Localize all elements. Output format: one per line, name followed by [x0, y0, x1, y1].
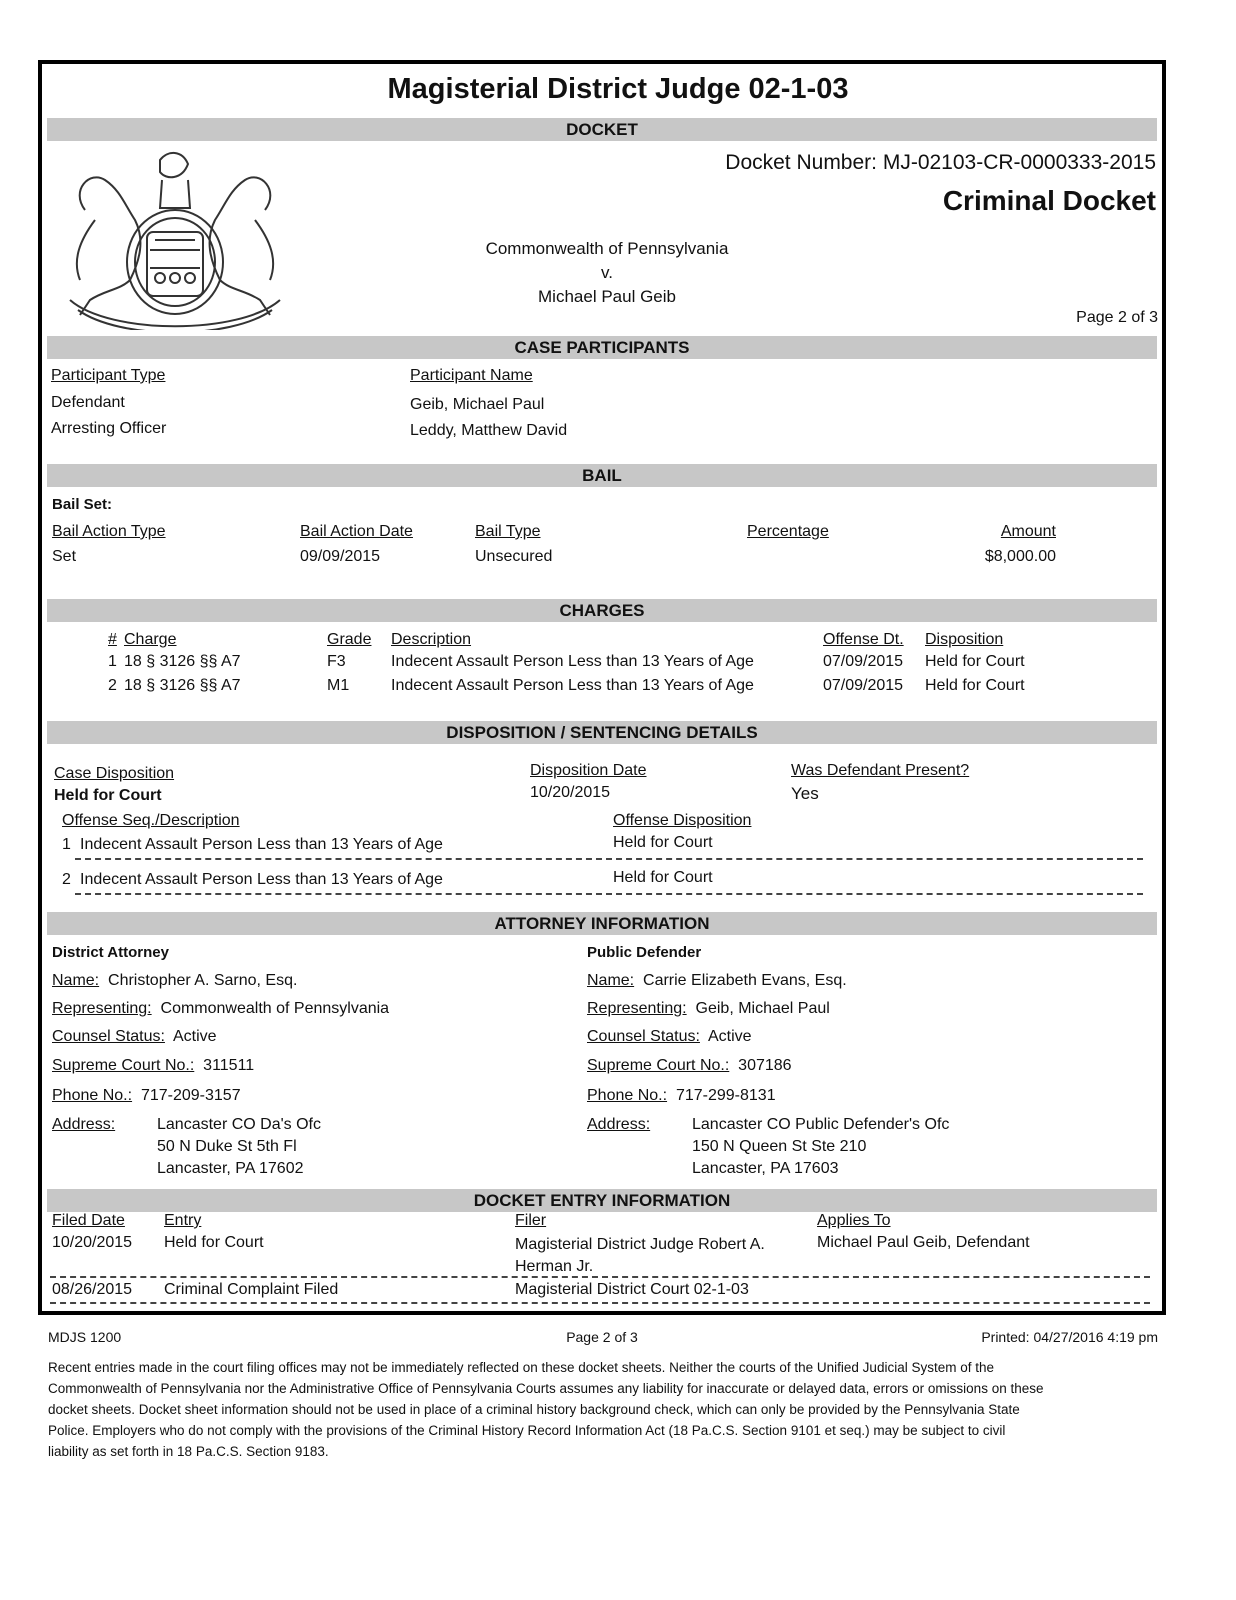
page-title: Magisterial District Judge 02-1-03 [387, 73, 849, 105]
charge-num-header: # [108, 631, 117, 648]
filed-date-header: Filed Date [52, 1212, 125, 1229]
entry-header: Entry [164, 1212, 202, 1229]
offense-disposition-header: Offense Disposition [613, 812, 752, 829]
applies-to-header: Applies To [817, 1212, 891, 1229]
da-address-line: 50 N Duke St 5th Fl [157, 1138, 297, 1155]
representing-label: Representing: [52, 1000, 152, 1017]
pd-status: Active [707, 1028, 752, 1045]
participant-type-header: Participant Type [51, 367, 166, 384]
participant-name-header: Participant Name [410, 367, 533, 384]
representing-label: Representing: [587, 1000, 687, 1017]
entry-applies-to: Michael Paul Geib, Defendant [817, 1234, 1030, 1251]
caption-defendant: Michael Paul Geib [538, 287, 676, 306]
counsel-status-label: Counsel Status: [52, 1028, 165, 1045]
da-phone: 717-209-3157 [140, 1087, 241, 1104]
da-supreme-row [52, 1057, 254, 1075]
docket-type: Criminal Docket [942, 185, 1156, 216]
docket-bar: DOCKET [47, 118, 1157, 141]
case-participants-bar: CASE PARTICIPANTS [47, 336, 1157, 359]
da-name: Christopher A. Sarno, Esq. [108, 972, 298, 989]
disposition-date-header: Disposition Date [530, 762, 647, 779]
participant-name: Geib, Michael Paul [410, 396, 545, 413]
entry-name: Criminal Complaint Filed [164, 1281, 339, 1298]
charge-offense-date: 07/09/2015 [823, 677, 904, 694]
caption-v: v. [601, 263, 613, 282]
bail-set-label: Bail Set: [52, 496, 113, 513]
pd-representing-row [587, 1000, 830, 1018]
description-header: Description [391, 631, 472, 648]
supreme-court-label: Supreme Court No.: [587, 1057, 730, 1074]
entry-name: Held for Court [164, 1234, 264, 1251]
row-separator [50, 1276, 1150, 1278]
participant-type: Arresting Officer [51, 420, 167, 437]
pd-representing: Geib, Michael Paul [695, 1000, 830, 1017]
attorney-bar: ATTORNEY INFORMATION [47, 912, 1157, 935]
da-heading: District Attorney [52, 944, 169, 961]
pd-address-line: 150 N Queen St Ste 210 [692, 1138, 867, 1155]
offense-description: Indecent Assault Person Less than 13 Years of Age [80, 836, 443, 853]
da-status-row [52, 1028, 217, 1046]
participant-type: Defendant [51, 394, 125, 411]
entry-filer: Magisterial District Court 02-1-03 [515, 1281, 749, 1298]
defendant-present: Yes [791, 784, 819, 803]
offense-disposition: Held for Court [613, 834, 713, 851]
pd-heading: Public Defender [587, 944, 702, 961]
page-number: Page 2 of 3 [1076, 309, 1158, 326]
docket-entry-bar: DOCKET ENTRY INFORMATION [47, 1189, 1157, 1212]
docket-number: Docket Number: MJ-02103-CR-0000333-2015 [725, 151, 1156, 174]
charge-statute: 18 § 3126 §§ A7 [124, 677, 241, 694]
offense-description: Indecent Assault Person Less than 13 Years of Age [80, 871, 443, 888]
phone-label: Phone No.: [52, 1087, 133, 1104]
bail-amount-header: Amount [1000, 523, 1056, 540]
bail-action-date: 09/09/2015 [300, 548, 381, 565]
participant-name: Leddy, Matthew David [410, 422, 568, 439]
bail-type-header: Bail Type [475, 523, 541, 540]
da-address-line: Lancaster, PA 17602 [157, 1160, 304, 1177]
disposition-header: Disposition [925, 631, 1004, 648]
address-label: Address: [587, 1116, 651, 1133]
supreme-court-label: Supreme Court No.: [52, 1057, 195, 1074]
bail-action-date-header: Bail Action Date [300, 523, 413, 540]
row-separator [75, 858, 1143, 860]
disposition-date: 10/20/2015 [530, 784, 611, 801]
pd-name-row [587, 972, 847, 990]
address-label: Address: [52, 1116, 116, 1133]
charges-bar: CHARGES [47, 599, 1157, 622]
da-representing: Commonwealth of Pennsylvania [160, 1000, 390, 1017]
offense-date-header: Offense Dt. [823, 631, 904, 648]
charge-offense-date: 07/09/2015 [823, 653, 904, 670]
da-supreme: 311511 [203, 1057, 255, 1074]
pd-supreme-row [587, 1057, 792, 1075]
charge-num: 1 [108, 653, 117, 670]
footer-page-number: Page 2 of 3 [566, 1329, 638, 1345]
pd-status-row [587, 1028, 752, 1046]
form-number: MDJS 1200 [48, 1329, 122, 1345]
bail-bar: BAIL [47, 464, 1157, 487]
entry-filer-cont: Herman Jr. [515, 1258, 594, 1275]
pennsylvania-seal-icon [50, 150, 300, 330]
charge-disposition: Held for Court [925, 653, 1025, 670]
da-phone-row [52, 1087, 241, 1105]
charge-grade: M1 [327, 677, 350, 694]
bail-type: Unsecured [475, 548, 553, 565]
bail-action-type-header: Bail Action Type [52, 523, 166, 540]
counsel-status-label: Counsel Status: [587, 1028, 700, 1045]
row-separator [75, 893, 1143, 895]
offense-seq: 1 [62, 836, 71, 853]
case-disposition: Held for Court [54, 787, 162, 804]
charge-grade: F3 [327, 653, 346, 670]
phone-label: Phone No.: [587, 1087, 668, 1104]
da-status: Active [172, 1028, 217, 1045]
caption-plaintiff: Commonwealth of Pennsylvania [485, 239, 729, 258]
offense-seq-header: Offense Seq./Description [62, 812, 240, 829]
entry-filed-date: 08/26/2015 [52, 1281, 133, 1298]
filer-header: Filer [515, 1212, 547, 1229]
printed-timestamp: Printed: 04/27/2016 4:19 pm [981, 1329, 1158, 1345]
pd-supreme: 307186 [738, 1057, 792, 1074]
charge-statute: 18 § 3126 §§ A7 [124, 653, 241, 670]
pd-phone-row [587, 1087, 776, 1105]
da-address-line: Lancaster CO Da's Ofc [157, 1116, 321, 1133]
entry-filed-date: 10/20/2015 [52, 1234, 133, 1251]
charge-description: Indecent Assault Person Less than 13 Years of Age [391, 653, 754, 670]
entry-filer: Magisterial District Judge Robert A. [515, 1236, 765, 1253]
disclaimer: Recent entries made in the court filing offices may not be immediately reflected on these docket sheets. Neither the courts of the Unified Judicial System of the Commonwealth of Pennsylvania nor the Administrative Office of Pennsylvania Courts assumes any liability for inaccurate or delayed data, errors or omissions on these docket sheets. Docket sheet information should not be used in place of a criminal history background check, which can only be provided by the Pennsylvania State Police. Employers who do not comply with the provisions of the Criminal History Record Information Act (18 Pa.C.S. Section 9101 et seq.) may be subject to civil liability as set forth in 18 Pa.C.S. Section 9183. [48, 1360, 1044, 1459]
defendant-present-header: Was Defendant Present? [791, 762, 970, 779]
bail-amount: $8,000.00 [984, 548, 1056, 565]
disposition-bar: DISPOSITION / SENTENCING DETAILS [47, 721, 1157, 744]
offense-disposition: Held for Court [613, 869, 713, 886]
charge-header: Charge [124, 631, 177, 648]
charge-disposition: Held for Court [925, 677, 1025, 694]
offense-seq: 2 [62, 871, 71, 888]
name-label: Name: [587, 972, 635, 989]
pd-address-line: Lancaster CO Public Defender's Ofc [692, 1116, 950, 1133]
da-name-row [52, 972, 297, 990]
row-separator [50, 1302, 1150, 1304]
charge-num: 2 [108, 677, 117, 694]
bail-action-type: Set [52, 548, 77, 565]
bail-percentage-header: Percentage [747, 523, 829, 540]
name-label: Name: [52, 972, 100, 989]
pd-phone: 717-299-8131 [675, 1087, 776, 1104]
da-representing-row [52, 1000, 389, 1018]
charge-description: Indecent Assault Person Less than 13 Years of Age [391, 677, 754, 694]
pd-address-line: Lancaster, PA 17603 [692, 1160, 839, 1177]
case-disposition-header: Case Disposition [54, 765, 175, 782]
pd-name: Carrie Elizabeth Evans, Esq. [643, 972, 847, 989]
grade-header: Grade [327, 631, 372, 648]
